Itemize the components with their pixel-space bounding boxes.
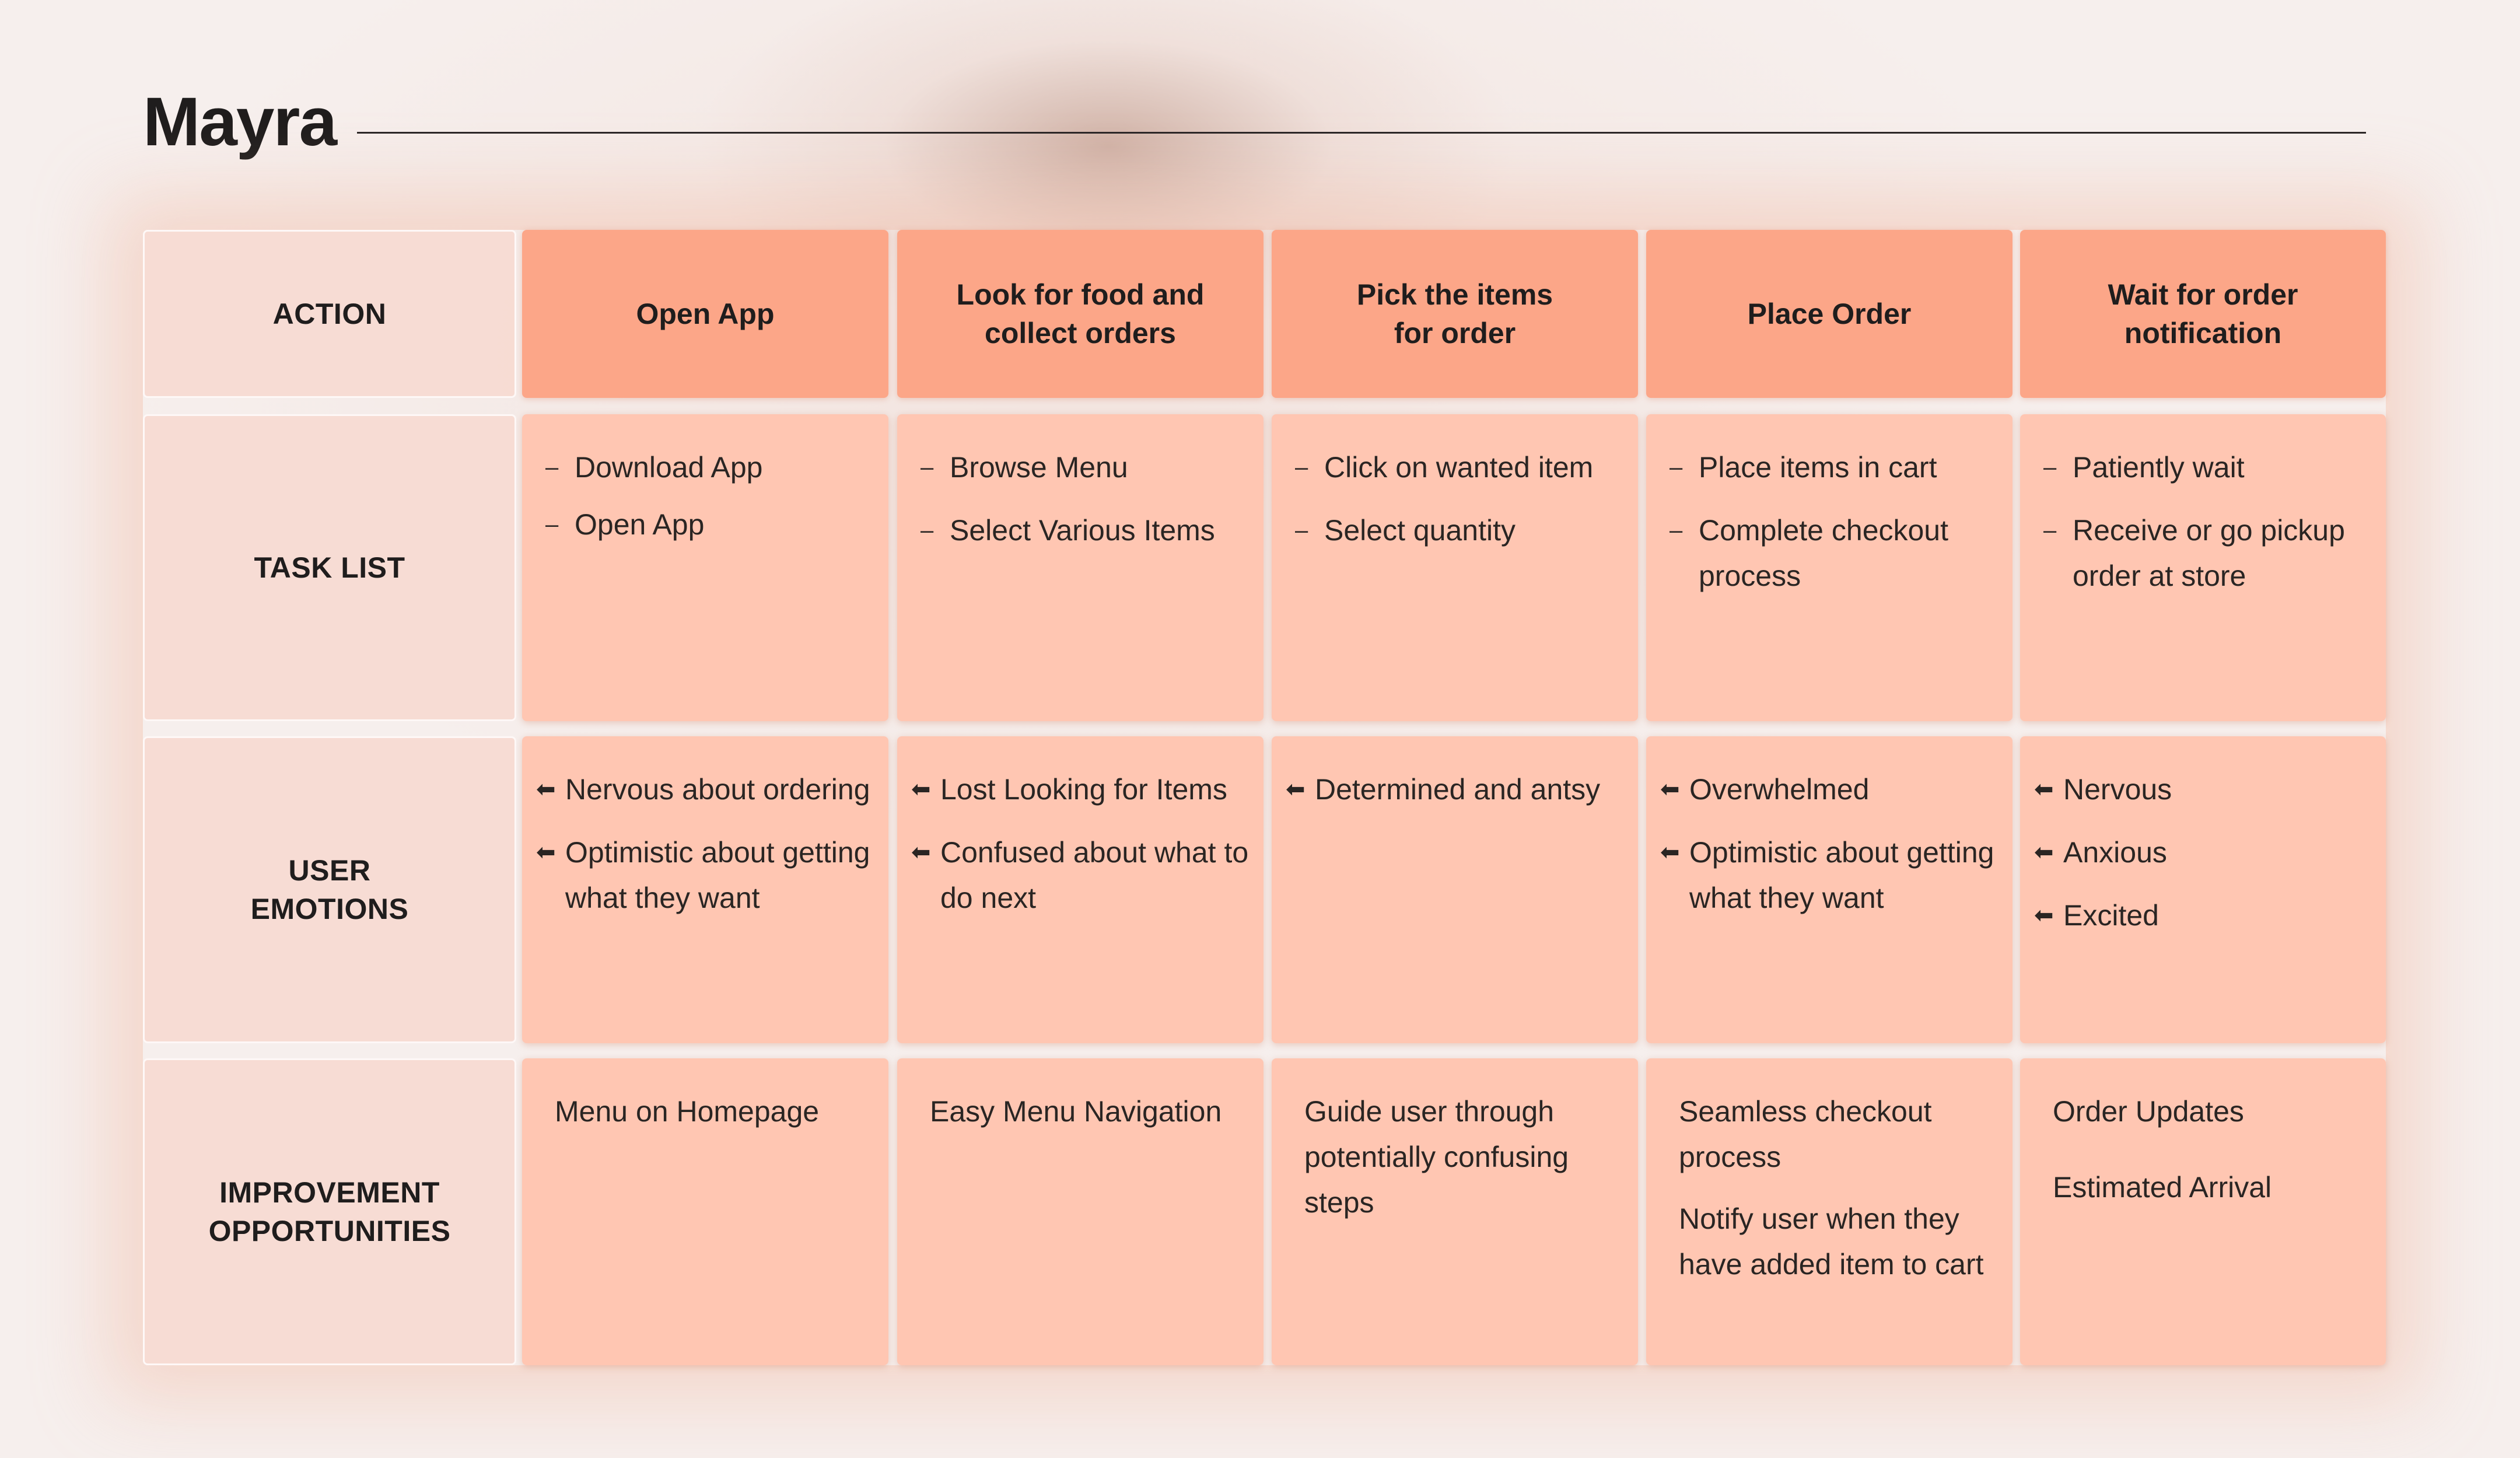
improvement-cell	[2020, 1058, 2386, 1365]
opportunity-text: Order Updates	[2053, 1095, 2244, 1128]
row-label-action-text: ACTION	[272, 298, 387, 330]
arrow-left-icon: ⬅	[1660, 840, 1680, 865]
arrow-left-icon: ⬅	[911, 840, 931, 865]
journey-map-board	[143, 230, 2386, 1365]
task-item	[2043, 445, 2374, 490]
task-item	[1295, 445, 1626, 490]
dash-marker: –	[1295, 518, 1308, 543]
stage-header-pick-items	[1272, 230, 1638, 398]
task-item	[921, 445, 1252, 490]
arrow-left-icon: ⬅	[911, 777, 931, 802]
task-item	[1295, 508, 1626, 553]
row-label-user-emotions-text: USER EMOTIONS	[250, 854, 409, 925]
row-label-user-emotions	[143, 736, 516, 1043]
stage-header-place-order	[1646, 230, 2013, 398]
emotion-text: Determined and antsy	[1315, 773, 1601, 806]
task-item	[1670, 445, 2001, 490]
user-emotions-cell	[2020, 736, 2386, 1043]
stage-header-text: Place Order	[1747, 298, 1912, 330]
task-item	[921, 508, 1252, 553]
task-text: Select quantity	[1324, 514, 1516, 547]
emotion-item	[536, 767, 877, 812]
task-item	[545, 445, 877, 490]
dash-marker: –	[545, 454, 559, 480]
opportunity-text: Estimated Arrival	[2053, 1171, 2272, 1204]
improvement-cell	[897, 1058, 1264, 1365]
dash-marker: –	[921, 454, 934, 480]
task-text: Browse Menu	[950, 451, 1128, 484]
emotion-text: Overwhelmed	[1689, 773, 1870, 806]
task-text: Place items in cart	[1699, 451, 1937, 484]
task-text: Patiently wait	[2073, 451, 2245, 484]
arrow-left-icon: ⬅	[2034, 777, 2054, 802]
dash-marker: –	[545, 512, 559, 537]
improvement-cell	[522, 1058, 888, 1365]
stage-header-text: Open App	[636, 298, 775, 330]
stage-header-text: Look for food and collect orders	[956, 278, 1205, 349]
task-text: Receive or go pickup order at store	[2073, 514, 2345, 592]
stage-header-wait-notification	[2020, 230, 2386, 398]
emotion-text: Nervous about ordering	[565, 773, 870, 806]
emotion-text: Lost Looking for Items	[940, 773, 1227, 806]
emotion-item	[1660, 767, 2001, 812]
emotion-item	[911, 830, 1252, 921]
emotion-text: Confused about what to do next	[940, 836, 1249, 914]
task-text: Download App	[575, 451, 763, 484]
emotion-item	[2034, 893, 2374, 938]
arrow-left-icon: ⬅	[1286, 777, 1306, 802]
emotion-text: Optimistic about getting what they want	[565, 836, 870, 914]
task-list-cell	[897, 414, 1264, 721]
emotion-text: Nervous	[2063, 773, 2172, 806]
task-text: Click on wanted item	[1324, 451, 1594, 484]
emotion-item	[2034, 830, 2374, 875]
dash-marker: –	[1295, 454, 1308, 480]
task-item	[1670, 508, 2001, 599]
user-emotions-cell	[897, 736, 1264, 1043]
arrow-left-icon: ⬅	[2034, 903, 2054, 928]
improvement-cell	[1646, 1058, 2013, 1365]
task-list-cell	[1646, 414, 2013, 721]
dash-marker: –	[921, 518, 934, 543]
opportunity-text: Notify user when they have added item to cart	[1679, 1202, 1984, 1281]
emotion-item	[536, 830, 877, 921]
emotion-item	[1286, 767, 1626, 812]
task-text: Open App	[575, 508, 705, 541]
emotion-text: Optimistic about getting what they want	[1689, 836, 1994, 914]
improvement-cell	[1272, 1058, 1638, 1365]
stage-header-text: Wait for order notification	[2108, 278, 2298, 349]
task-list-cell	[1272, 414, 1638, 721]
dash-marker: –	[2043, 454, 2057, 480]
emotion-text: Anxious	[2063, 836, 2167, 869]
emotion-item	[911, 767, 1252, 812]
arrow-left-icon: ⬅	[1660, 777, 1680, 802]
emotion-text: Excited	[2063, 899, 2159, 932]
emotion-item	[1660, 830, 2001, 921]
title-divider	[357, 132, 2366, 134]
arrow-left-icon: ⬅	[2034, 840, 2054, 865]
user-emotions-cell	[522, 736, 888, 1043]
opportunity-text: Menu on Homepage	[555, 1095, 820, 1128]
opportunity-text: Easy Menu Navigation	[930, 1095, 1222, 1128]
persona-name-title: Mayra	[143, 83, 337, 160]
task-text: Complete checkout process	[1699, 514, 1949, 592]
row-label-improvement	[143, 1058, 516, 1365]
task-list-cell	[522, 414, 888, 721]
task-list-cell	[2020, 414, 2386, 721]
user-emotions-cell	[1272, 736, 1638, 1043]
emotion-item	[2034, 767, 2374, 812]
task-item	[545, 502, 877, 547]
stage-header-open-app	[522, 230, 888, 398]
opportunity-text: Seamless checkout process	[1679, 1095, 1932, 1173]
user-emotions-cell	[1646, 736, 2013, 1043]
row-label-improvement-text: IMPROVEMENT OPPORTUNITIES	[208, 1176, 451, 1247]
task-text: Select Various Items	[950, 514, 1215, 547]
arrow-left-icon: ⬅	[536, 777, 556, 802]
dash-marker: –	[2043, 518, 2057, 543]
opportunity-text: Guide user through potentially confusing steps	[1304, 1095, 1569, 1219]
dash-marker: –	[1670, 454, 1683, 480]
dash-marker: –	[1670, 518, 1683, 543]
task-item	[2043, 508, 2374, 599]
row-label-action	[143, 230, 516, 398]
stage-header-text: Pick the items for order	[1356, 278, 1553, 349]
arrow-left-icon: ⬅	[536, 840, 556, 865]
row-label-task-list-text: TASK LIST	[254, 551, 405, 584]
stage-header-look-for-food	[897, 230, 1264, 398]
row-label-task-list	[143, 414, 516, 721]
